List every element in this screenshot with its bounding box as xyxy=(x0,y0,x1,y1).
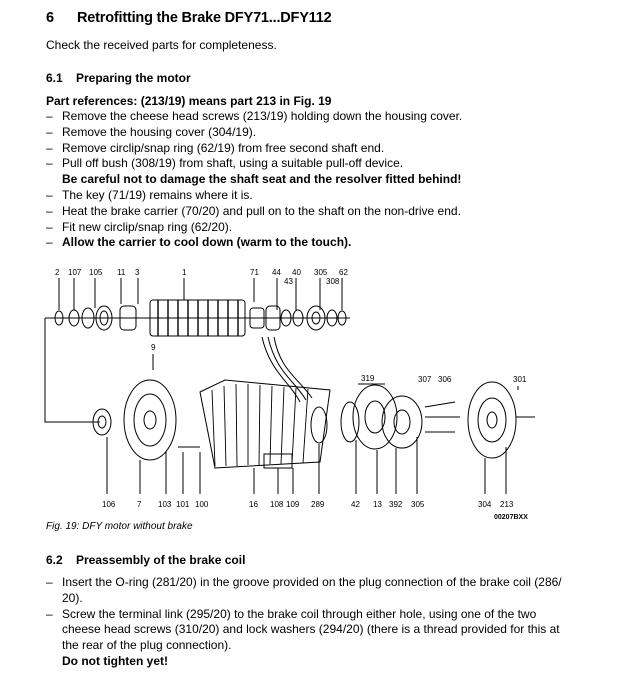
part-label: 307 xyxy=(418,375,432,384)
part-label: 71 xyxy=(250,268,259,277)
part-label: 7 xyxy=(137,500,142,509)
section-heading xyxy=(46,10,331,26)
part-label: 43 xyxy=(284,277,293,286)
part-label: 305 xyxy=(314,268,328,277)
part-label: 289 xyxy=(311,500,325,509)
warning-note: Do not tighten yet! xyxy=(62,653,168,668)
section-title: Retrofitting the Brake DFY71...DFY112 xyxy=(77,10,332,26)
list-item: – Remove circlip/snap ring (62/19) from free second shaft end. xyxy=(46,140,385,155)
part-label: 109 xyxy=(286,500,300,509)
part-reference-note: Part references: (213/19) means part 213 in Fig. 19 xyxy=(46,94,332,108)
part-label: 108 xyxy=(270,500,284,509)
part-label: 213 xyxy=(500,500,514,509)
preassembly-steps xyxy=(46,575,606,670)
figure-code: 00207BXX xyxy=(494,514,528,521)
part-label: 301 xyxy=(513,375,527,384)
list-item: – Fit new circlip/snap ring (62/20). xyxy=(46,219,233,234)
subsection-heading-6-1: 6.1 Preparing the motor xyxy=(46,71,191,85)
list-item: – Allow the carrier to cool down (warm to the touch). xyxy=(46,235,352,250)
part-label: 392 xyxy=(389,500,403,509)
list-item: – Remove the housing cover (304/19). xyxy=(46,124,257,139)
part-label: 3 xyxy=(135,268,140,277)
part-label: 305 xyxy=(411,500,425,509)
list-item: – Insert the O-ring (281/20) in the groove provided on the plug connection of the brake coil (286/ 20). xyxy=(46,575,562,605)
warning-note: Be careful not to damage the shaft seat and the resolver fitted behind! xyxy=(62,172,462,187)
part-label: 44 xyxy=(272,268,281,277)
part-label: 100 xyxy=(195,500,209,509)
part-label: 106 xyxy=(102,500,116,509)
part-label: 1 xyxy=(182,268,187,277)
part-label: 319 xyxy=(361,374,375,383)
part-label: 11 xyxy=(117,268,126,277)
part-label: 304 xyxy=(478,500,492,509)
part-label: 62 xyxy=(339,268,348,277)
part-label: 42 xyxy=(351,500,360,509)
part-label: 107 xyxy=(68,268,82,277)
part-label: 40 xyxy=(292,268,301,277)
part-label: 105 xyxy=(89,268,103,277)
part-label: 13 xyxy=(373,500,382,509)
preparation-steps xyxy=(46,109,606,251)
list-item: – Heat the brake carrier (70/20) and pull on to the shaft on the non-drive end. xyxy=(46,203,461,218)
exploded-view-diagram xyxy=(40,262,585,522)
part-label: 103 xyxy=(158,500,172,509)
part-label: 101 xyxy=(176,500,190,509)
subsection-heading-6-2: 6.2 Preassembly of the brake coil xyxy=(46,553,246,567)
part-label: 9 xyxy=(151,343,156,352)
part-label: 306 xyxy=(438,375,452,384)
part-label: 2 xyxy=(55,268,60,277)
figure-caption: Fig. 19: DFY motor without brake xyxy=(46,521,193,532)
section-number: 6 xyxy=(46,10,54,26)
intro-text: Check the received parts for completeness. xyxy=(46,38,277,52)
list-item: – Pull off bush (308/19) from shaft, using a suitable pull-off device. xyxy=(46,156,404,171)
list-item: – The key (71/19) remains where it is. xyxy=(46,187,253,202)
part-label: 16 xyxy=(249,500,258,509)
part-label: 308 xyxy=(326,277,340,286)
list-item: – Remove the cheese head screws (213/19) holding down the housing cover. xyxy=(46,109,463,123)
list-item: – Screw the terminal link (295/20) to the brake coil through either hole, using one of the two cheese head screws (310/20) and lock washers (294/20) (there is a thread provided for this at the rear of the plug connection). xyxy=(46,606,560,653)
